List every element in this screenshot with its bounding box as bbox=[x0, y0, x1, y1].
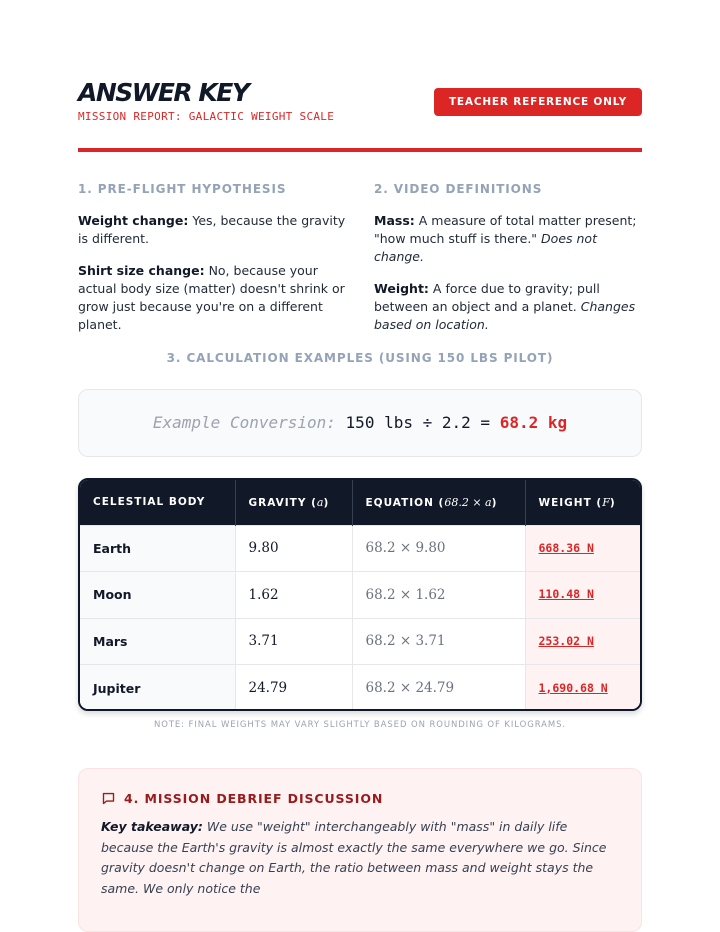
weight-value: 1,690.68 N bbox=[538, 680, 608, 695]
weight-note: Changes based on location. bbox=[374, 299, 636, 332]
debrief-text bbox=[101, 817, 619, 899]
page-header bbox=[78, 78, 642, 152]
mass-text: A measure of total matter present; "how much stuff is there." bbox=[374, 213, 637, 246]
conversion-result: 68.2 kg bbox=[499, 413, 568, 432]
header-gravity-label: GRAVITY ( bbox=[248, 496, 317, 509]
header-gravity-var: a bbox=[316, 495, 324, 509]
header-gravity bbox=[235, 480, 352, 525]
hypothesis-section bbox=[78, 180, 348, 334]
debrief-body: We use "weight" interchangeably with "mass" in daily life because the Earth's gravity is almost exactly the same everywhere we go. Since gravity doesn't change on Earth, the ratio between mass and weight stays the same. We only notice the bbox=[101, 819, 607, 896]
page-title: ANSWER KEY bbox=[78, 78, 249, 107]
weight-value: 668.36 N bbox=[538, 540, 594, 555]
body-name-cell: Moon bbox=[80, 572, 235, 619]
weight-value: 110.48 N bbox=[538, 587, 594, 602]
debrief-lead: Key takeaway: bbox=[101, 819, 203, 834]
rounding-note: NOTE: FINAL WEIGHTS MAY VARY SLIGHTLY BASED ON ROUNDING OF KILOGRAMS. bbox=[153, 720, 567, 730]
weight-cell bbox=[525, 572, 642, 619]
hypothesis-title: 1. PRE-FLIGHT HYPOTHESIS bbox=[78, 182, 287, 196]
header-weight-label: WEIGHT ( bbox=[538, 496, 603, 509]
shirt-size-label: Shirt size change: bbox=[78, 263, 205, 278]
debrief-header bbox=[101, 789, 619, 807]
weight-label: Weight: bbox=[374, 281, 429, 296]
equation-cell: 68.2 × 1.62 bbox=[352, 572, 525, 619]
weight-definition bbox=[374, 280, 644, 334]
gravity-cell: 1.62 bbox=[235, 572, 352, 619]
weight-change-text: Yes, because the gravity is different. bbox=[78, 213, 346, 246]
weight-cell bbox=[525, 525, 642, 572]
header-weight bbox=[525, 480, 642, 525]
mass-note: Does not change. bbox=[374, 231, 597, 264]
header-body-label: CELESTIAL BODY bbox=[93, 496, 206, 509]
header-equation bbox=[352, 480, 525, 525]
debrief-title: 4. MISSION DEBRIEF DISCUSSION bbox=[124, 790, 384, 806]
body-name-cell: Mars bbox=[80, 618, 235, 665]
table-row bbox=[80, 525, 642, 572]
table-header-row bbox=[80, 480, 642, 525]
weight-value: 253.02 N bbox=[538, 633, 594, 648]
table-row bbox=[80, 618, 642, 665]
body-name-cell: Jupiter bbox=[80, 665, 235, 712]
weight-table bbox=[78, 478, 642, 711]
equation-cell: 68.2 × 3.71 bbox=[352, 618, 525, 665]
header-equation-close: ) bbox=[491, 496, 498, 509]
table-row bbox=[80, 665, 642, 712]
definitions-title: 2. VIDEO DEFINITIONS bbox=[374, 182, 543, 196]
table-row bbox=[80, 572, 642, 619]
chat-bubble-icon bbox=[101, 791, 116, 806]
header-weight-close: ) bbox=[609, 496, 616, 509]
conversion-label: Example Conversion: bbox=[152, 413, 336, 432]
header-gravity-close: ) bbox=[323, 496, 330, 509]
definitions-section bbox=[374, 180, 644, 334]
equation-cell: 68.2 × 24.79 bbox=[352, 665, 525, 712]
weight-text: A force due to gravity; pull between an object and a planet. bbox=[374, 281, 600, 314]
weight-change-label: Weight change: bbox=[78, 213, 189, 228]
shirt-size-answer bbox=[78, 262, 348, 334]
conversion-example bbox=[78, 389, 642, 457]
conversion-expression: 150 lbs ÷ 2.2 = bbox=[345, 413, 491, 432]
shirt-size-text: No, because your actual body size (matter) doesn't shrink or grow just because you're on a different planet. bbox=[78, 263, 345, 332]
mass-definition bbox=[374, 212, 644, 266]
page-subtitle: MISSION REPORT: GALACTIC WEIGHT SCALE bbox=[78, 110, 335, 123]
calculations-title: 3. CALCULATION EXAMPLES (USING 150 LBS PILOT) bbox=[166, 351, 554, 365]
header-equation-var: 68.2 × a bbox=[444, 495, 492, 509]
gravity-cell: 24.79 bbox=[235, 665, 352, 712]
body-name-cell: Earth bbox=[80, 525, 235, 572]
intro-columns bbox=[78, 180, 642, 330]
gravity-cell: 9.80 bbox=[235, 525, 352, 572]
mass-label: Mass: bbox=[374, 213, 415, 228]
header-weight-var: F bbox=[602, 495, 610, 509]
equation-cell: 68.2 × 9.80 bbox=[352, 525, 525, 572]
weight-change-answer bbox=[78, 212, 348, 248]
gravity-cell: 3.71 bbox=[235, 618, 352, 665]
weight-cell bbox=[525, 665, 642, 712]
header-equation-label: EQUATION ( bbox=[365, 496, 445, 509]
debrief-section bbox=[78, 768, 642, 932]
header-celestial-body bbox=[80, 480, 235, 525]
teacher-reference-badge: TEACHER REFERENCE ONLY bbox=[434, 88, 642, 116]
weight-cell bbox=[525, 618, 642, 665]
